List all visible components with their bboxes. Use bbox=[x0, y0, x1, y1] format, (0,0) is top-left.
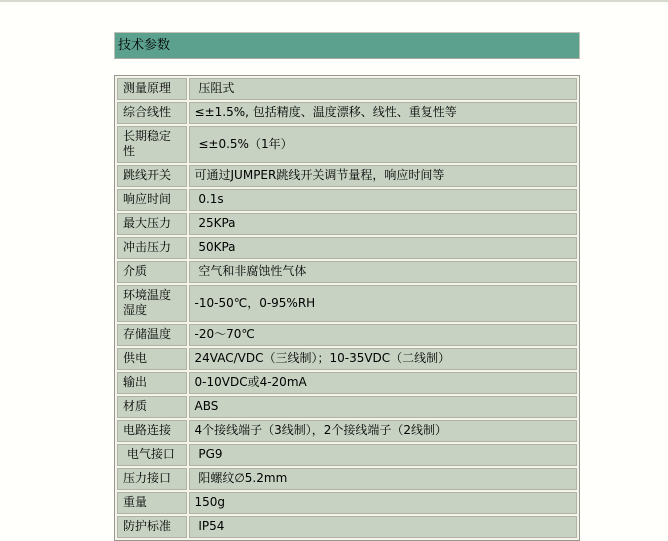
table-row bbox=[117, 261, 577, 283]
param-label: 响应时间 bbox=[117, 189, 187, 211]
param-value: ≤±1.5%, 包括精度、温度漂移、线性、重复性等 bbox=[189, 102, 577, 124]
param-label: 跳线开关 bbox=[117, 165, 187, 187]
param-value: 25KPa bbox=[189, 213, 577, 235]
table-row bbox=[117, 165, 577, 187]
param-label: 长期稳定性 bbox=[117, 126, 187, 163]
table-row bbox=[117, 285, 577, 322]
param-label: 材质 bbox=[117, 396, 187, 418]
top-strip bbox=[0, 0, 668, 3]
param-value: 阳螺纹∅5.2mm bbox=[189, 468, 577, 490]
table-row bbox=[117, 324, 577, 346]
param-label: 测量原理 bbox=[117, 78, 187, 100]
spec-table bbox=[114, 75, 580, 541]
param-label: 电路连接 bbox=[117, 420, 187, 442]
param-label: 电气接口 bbox=[117, 444, 187, 466]
table-row bbox=[117, 126, 577, 163]
table-row bbox=[117, 516, 577, 538]
table-row bbox=[117, 396, 577, 418]
param-value: 0-10VDC或4-20mA bbox=[189, 372, 577, 394]
param-label: 压力接口 bbox=[117, 468, 187, 490]
param-value: 24VAC/VDC（三线制）；10-35VDC（二线制） bbox=[189, 348, 577, 370]
table-row bbox=[117, 492, 577, 514]
param-label: 防护标准 bbox=[117, 516, 187, 538]
content-area bbox=[114, 32, 580, 541]
param-label: 综合线性 bbox=[117, 102, 187, 124]
param-value: 50KPa bbox=[189, 237, 577, 259]
param-value: IP54 bbox=[189, 516, 577, 538]
param-value: -10-50℃，0-95%RH bbox=[189, 285, 577, 322]
table-row bbox=[117, 213, 577, 235]
table-row bbox=[117, 78, 577, 100]
param-label: 环境温度湿度 bbox=[117, 285, 187, 322]
param-label: 冲击压力 bbox=[117, 237, 187, 259]
table-row bbox=[117, 102, 577, 124]
param-value: -20～70℃ bbox=[189, 324, 577, 346]
param-label: 供电 bbox=[117, 348, 187, 370]
param-value: 4个接线端子（3线制），2个接线端子（2线制） bbox=[189, 420, 577, 442]
param-value: ≤±0.5%（1年） bbox=[189, 126, 577, 163]
param-value: PG9 bbox=[189, 444, 577, 466]
param-value: 空气和非腐蚀性气体 bbox=[189, 261, 577, 283]
table-row bbox=[117, 420, 577, 442]
section-title: 技术参数 bbox=[118, 38, 171, 53]
table-row bbox=[117, 468, 577, 490]
spec-table-body bbox=[117, 78, 577, 538]
param-label: 存储温度 bbox=[117, 324, 187, 346]
param-label: 输出 bbox=[117, 372, 187, 394]
param-label: 介质 bbox=[117, 261, 187, 283]
table-row bbox=[117, 189, 577, 211]
table-row bbox=[117, 444, 577, 466]
section-title-bar bbox=[114, 32, 580, 59]
param-label: 最大压力 bbox=[117, 213, 187, 235]
table-row bbox=[117, 372, 577, 394]
param-value: 0.1s bbox=[189, 189, 577, 211]
param-value: ABS bbox=[189, 396, 577, 418]
param-label: 重量 bbox=[117, 492, 187, 514]
param-value: 可通过JUMPER跳线开关调节量程，响应时间等 bbox=[189, 165, 577, 187]
param-value: 150g bbox=[189, 492, 577, 514]
table-row bbox=[117, 348, 577, 370]
param-value: 压阻式 bbox=[189, 78, 577, 100]
table-row bbox=[117, 237, 577, 259]
